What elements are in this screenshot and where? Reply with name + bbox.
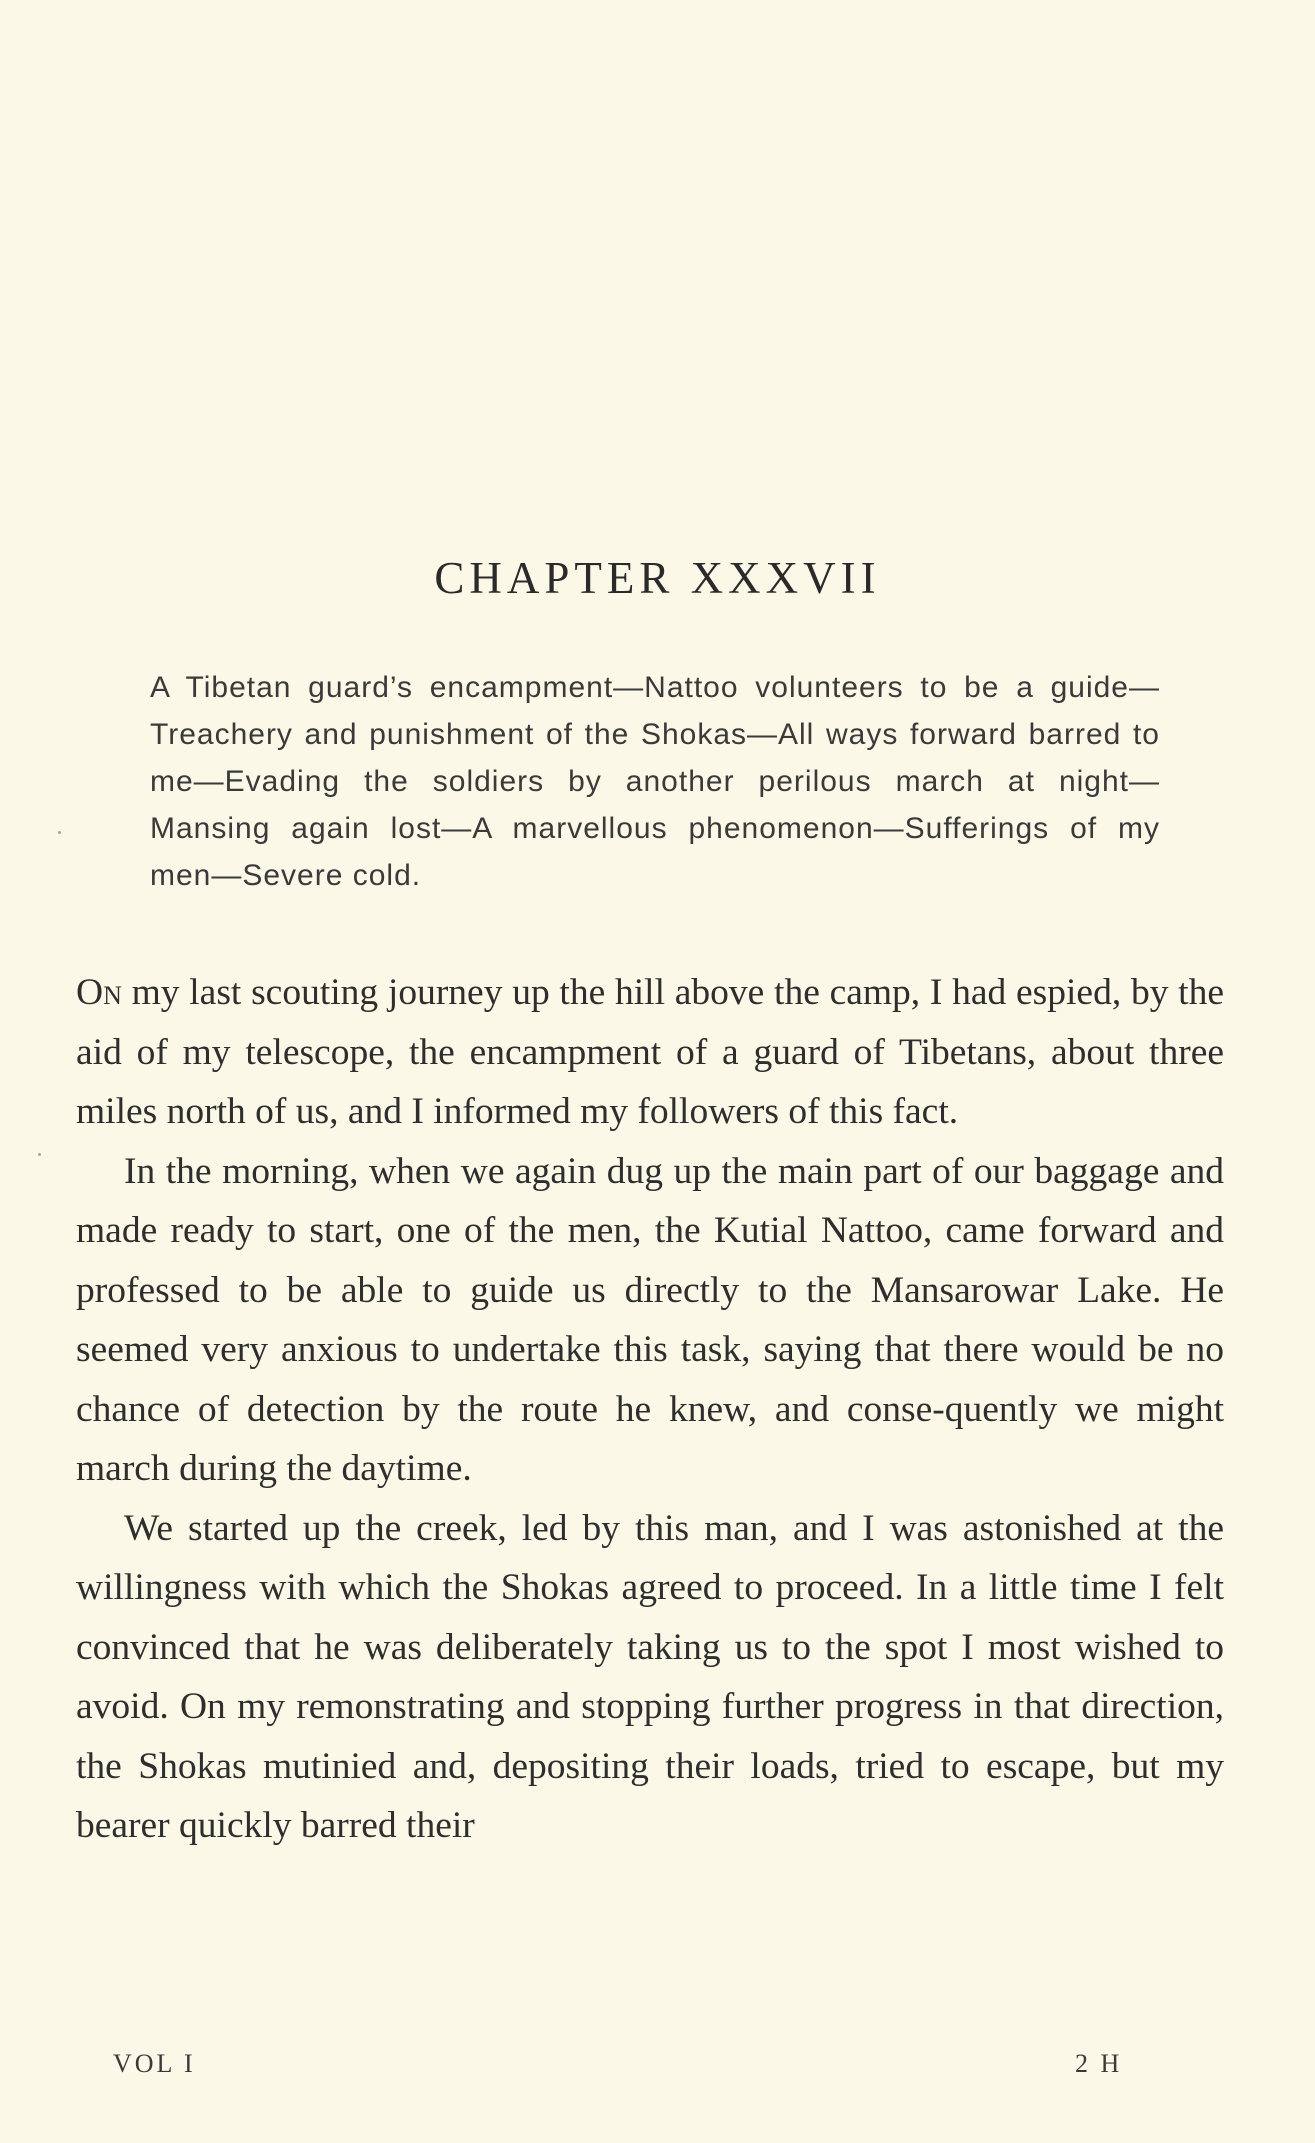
paragraph-1 (76, 963, 1224, 1142)
footer-signature: 2 H (1075, 2049, 1123, 2078)
paper-speck (58, 831, 61, 834)
paragraph-text: my last scouting journey up the hill above the camp, I had espied, by the aid of my telescope, the encampment of a guard of Tibetans, about three miles north of us, and I informed my followers of this fact. (76, 972, 1224, 1132)
paragraph-2: In the morning, when we again dug up the main part of our baggage and made ready to start, one of the men, the Kutial Nattoo, came forward and professed to be able to guide us directly to the Mansarowar Lake. He seemed very anxious to undertake this task, saying that there would be no chance of detection by the route he knew, and conse-quently we might march during the daytime. (76, 1150, 1224, 1489)
paper-speck (38, 1153, 41, 1156)
paragraph-lead: On (76, 972, 122, 1013)
paragraph-3: We started up the creek, led by this man, and I was astonished at the willingness with which the Shokas agreed to proceed. In a little time I felt convinced that he was deliberately taking us to the spot I most wished to avoid. On my remonstrating and stopping further progress in that direction, the Shokas mutinied and, depositing their loads, tried to escape, but my bearer quickly barred their (76, 1507, 1224, 1846)
body-text (76, 963, 1224, 1856)
chapter-summary: A Tibetan guard’s encampment—Nattoo volunteers to be a guide—Treachery and punishment of the Shokas—All ways forward barred to me—Evading the soldiers by another perilous march at night—Mansing again lost—A marvellous phenomenon—Sufferings of my men—Severe cold. (150, 671, 1160, 892)
chapter-title: CHAPTER XXXVII (434, 553, 881, 603)
footer-volume: VOL I (113, 2049, 196, 2078)
